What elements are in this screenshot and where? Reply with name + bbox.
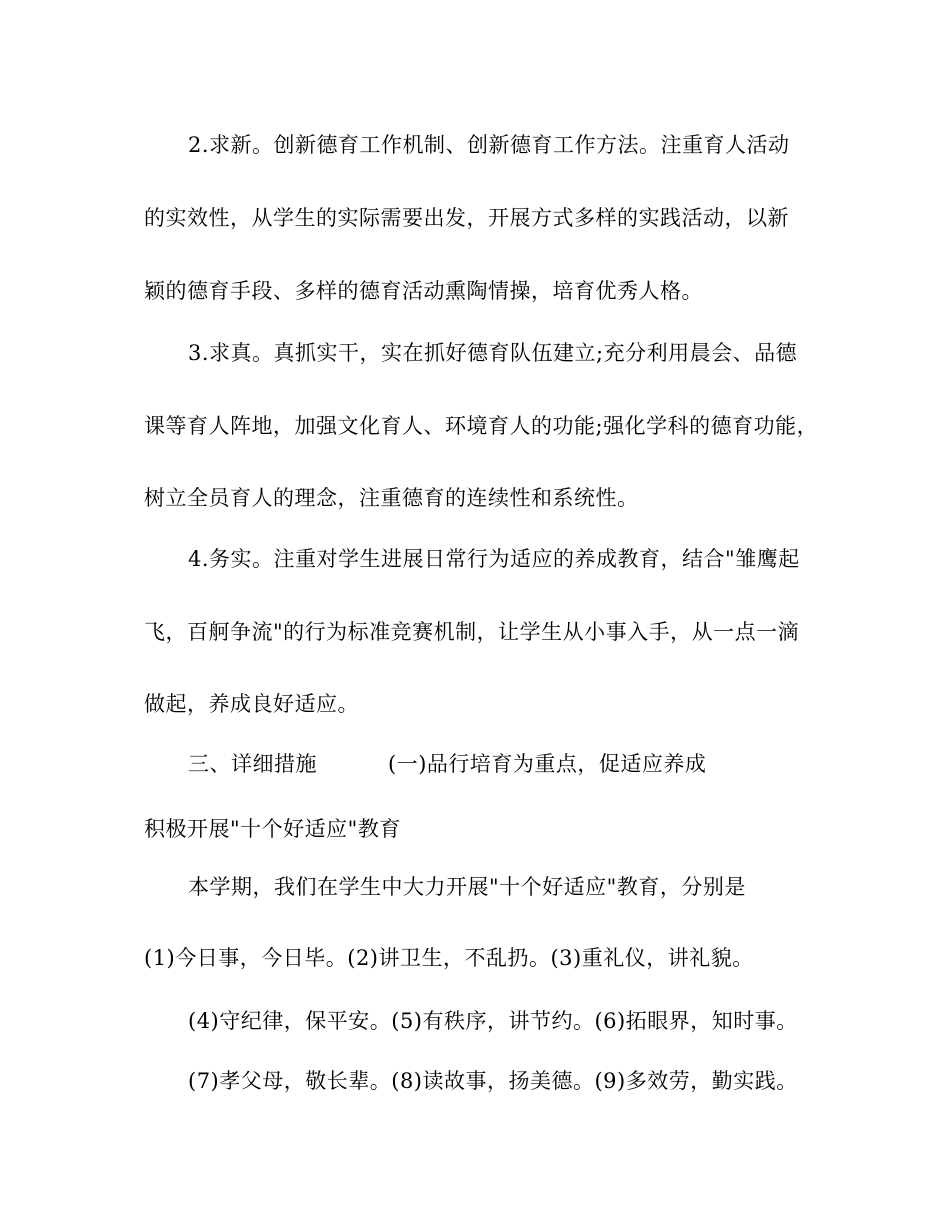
paragraph-line: 飞，百舸争流"的行为标准竞赛机制，让学生从小事入手，从一点一滴	[144, 620, 800, 644]
subsection-heading: (一)品行培育为重点，促适应养成	[388, 752, 707, 776]
body-line: 本学期，我们在学生中大力开展"十个好适应"教育，分别是	[188, 875, 746, 899]
paragraph-line: 树立全员育人的理念，注重德育的连续性和系统性。	[144, 486, 639, 510]
section-heading: 三、详细措施	[188, 752, 317, 776]
body-line: (7)孝父母，敬长辈。(8)读故事，扬美德。(9)多效劳，勤实践。	[188, 1069, 798, 1093]
body-line: (1)今日事，今日毕。(2)讲卫生，不乱扔。(3)重礼仪，讲礼貌。	[144, 946, 754, 970]
paragraph-line: 做起，养成良好适应。	[144, 692, 359, 716]
paragraph-line: 的实效性，从学生的实际需要出发，开展方式多样的实践活动，以新	[144, 206, 789, 230]
paragraph-line: 颖的德育手段、多样的德育活动熏陶情操，培育优秀人格。	[144, 279, 703, 303]
sub-topic-heading: 积极开展"十个好适应"教育	[144, 817, 401, 841]
body-line: (4)守纪律，保平安。(5)有秩序，讲节约。(6)拓眼界，知时事。	[188, 1009, 798, 1033]
paragraph-line: 4.务实。注重对学生进展日常行为适应的养成教育，结合"雏鹰起	[188, 547, 800, 571]
paragraph-line: 课等育人阵地，加强文化育人、环境育人的功能;强化学科的德育功能，	[144, 414, 819, 438]
paragraph-line: 3.求真。真抓实干，实在抓好德育队伍建立;充分利用晨会、品德	[188, 341, 798, 365]
paragraph-line: 2.求新。创新德育工作机制、创新德育工作方法。注重育人活动	[188, 133, 790, 157]
